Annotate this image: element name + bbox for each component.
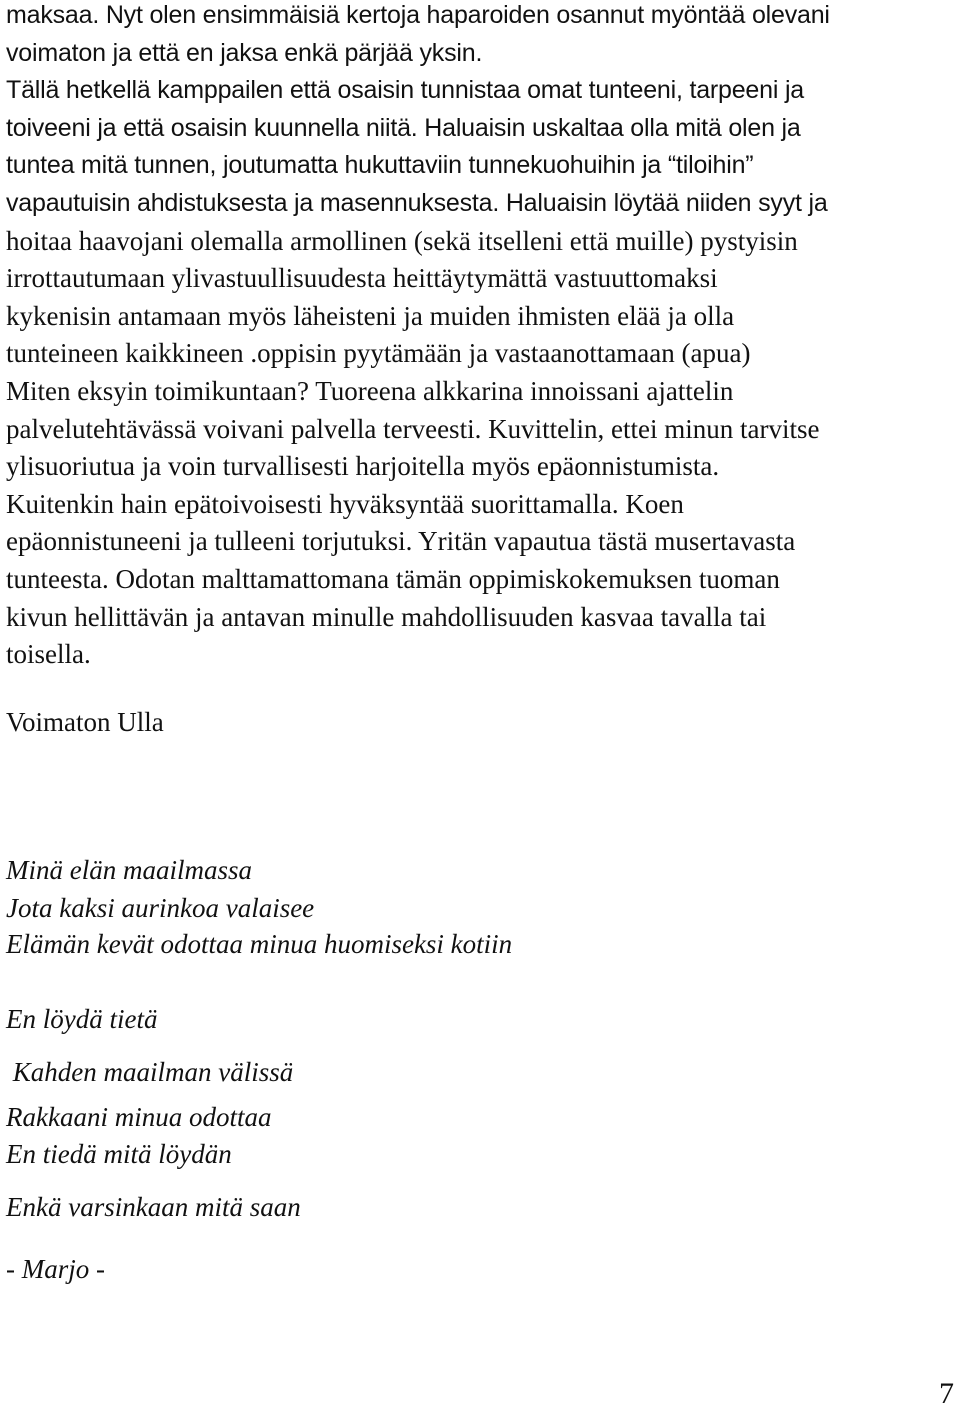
poem-line: Enkä varsinkaan mitä saan xyxy=(6,1192,301,1222)
poem-author: - Marjo - xyxy=(6,1254,105,1284)
paragraph-line xyxy=(6,38,482,68)
paragraph-line xyxy=(6,226,798,257)
paragraph-text: irrottautumaan ylivastuullisuudesta heittäytymättä vastuuttomaksi xyxy=(6,263,718,294)
paragraph-line xyxy=(6,489,684,520)
paragraph-line xyxy=(6,602,766,633)
paragraph-line xyxy=(6,376,733,407)
paragraph-text: hoitaa haavojani olemalla armollinen (sekä itselleni että muille) pystyisin xyxy=(6,225,798,256)
paragraph-line xyxy=(6,414,820,445)
paragraph-line xyxy=(6,526,795,557)
paragraph-text: kivun hellittävän ja antavan minulle mahdollisuuden kasvaa tavalla tai xyxy=(6,601,767,632)
paragraph-text: tunteineen kaikkineen .oppisin pyytämään ja vastaanottamaan (apua) xyxy=(6,338,751,369)
signature: Voimaton Ulla xyxy=(6,707,164,737)
paragraph-line xyxy=(6,75,804,105)
paragraph-text: palvelutehtävässä voivani palvella terveesti. Kuvittelin, ettei minun tarvitse xyxy=(6,413,820,444)
paragraph-line xyxy=(6,150,753,180)
paragraph-text: epäonnistuneeni ja tulleeni torjutuksi. Yritän vapautua tästä musertavasta xyxy=(6,526,796,557)
paragraph-text: vapautuisin ahdistuksesta ja masennuksesta. Haluaisin löytää niiden syyt ja xyxy=(6,189,828,217)
paragraph-text: tunteesta. Odotan malttamattomana tämän oppimiskokemuksen tuoman xyxy=(6,564,780,594)
paragraph-text: Tällä hetkellä kamppailen että osaisin tunnistaa omat tunteeni, tarpeeni ja xyxy=(6,76,805,105)
poem-line: En tiedä mitä löydän xyxy=(6,1139,232,1169)
paragraph-text: voimaton ja että en jaksa enkä pärjää yksin. xyxy=(6,38,483,67)
paragraph-line xyxy=(6,639,91,670)
poem-line: Elämän kevät odottaa minua huomiseksi kotiin xyxy=(6,929,513,959)
paragraph-line xyxy=(6,0,830,30)
paragraph-text: toiveeni ja että osaisin kuunnella niitä. Haluaisin uskaltaa olla mitä olen ja xyxy=(6,113,801,142)
paragraph-line xyxy=(6,301,734,332)
paragraph-text: ylisuoriutua ja voin turvallisesti harjoitella myös epäonnistumista. xyxy=(6,451,720,482)
poem-line: Rakkaani minua odottaa xyxy=(6,1102,272,1132)
paragraph-text: toisella. xyxy=(6,639,91,670)
paragraph-line xyxy=(6,188,828,218)
paragraph-text: tuntea mitä tunnen, joutumatta hukuttaviin tunnekuohuihin ja “tiloihin” xyxy=(6,151,754,180)
poem-line: Minä elän maailmassa xyxy=(6,855,252,885)
poem-line: Kahden maailman välissä xyxy=(6,1057,294,1087)
paragraph-text: Miten eksyin toimikuntaan? Tuoreena alkkarina innoissani ajattelin xyxy=(6,376,734,406)
paragraph-line xyxy=(6,113,801,143)
page-number: 7 xyxy=(939,1377,954,1410)
paragraph-line xyxy=(6,451,719,482)
poem-line: En löydä tietä xyxy=(6,1004,158,1034)
paragraph-text: Kuitenkin hain epätoivoisesti hyväksyntää suorittamalla. Koen xyxy=(6,488,684,519)
paragraph-line xyxy=(6,263,718,294)
poem-line: Jota kaksi aurinkoa valaisee xyxy=(6,893,315,923)
paragraph-line xyxy=(6,338,750,369)
paragraph-text: kykenisin antamaan myös läheisteni ja muiden ihmisten elää ja olla xyxy=(6,300,735,331)
paragraph-text: maksaa. Nyt olen ensimmäisiä kertoja haparoiden osannut myöntää olevani xyxy=(6,1,830,29)
paragraph-line xyxy=(6,564,780,595)
